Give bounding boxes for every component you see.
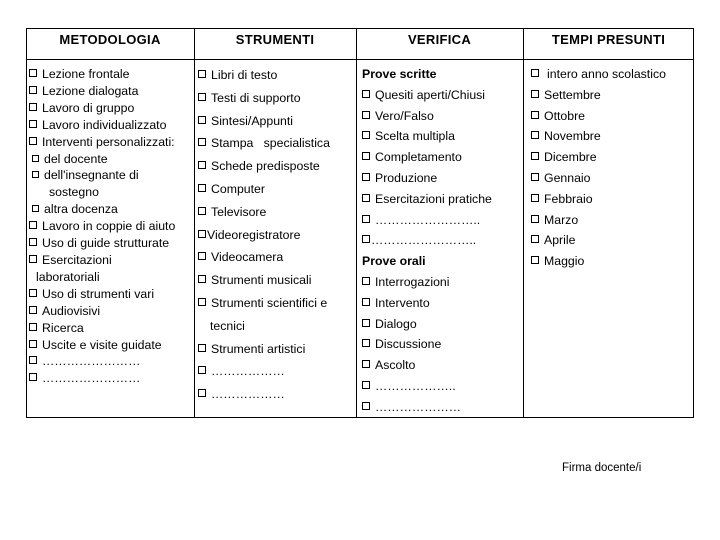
metodologia-item: Lavoro individualizzato xyxy=(29,117,193,134)
metodologia-subitem: altra docenza xyxy=(29,201,193,218)
strumenti-item: Videoregistratore xyxy=(198,224,356,247)
tempi-item: Aprile xyxy=(531,230,693,251)
checkbox-icon xyxy=(32,171,39,178)
checkbox-icon xyxy=(531,215,539,223)
checkbox-icon xyxy=(362,152,370,160)
metodologia-item: Esercitazioni xyxy=(29,252,193,269)
checkbox-icon xyxy=(362,319,370,327)
verifica-item: …………………….. xyxy=(362,230,522,251)
column-divider xyxy=(356,28,357,418)
tempi-item: Novembre xyxy=(531,126,693,147)
metodologia-column xyxy=(29,66,193,387)
metodologia-item: Lezione frontale xyxy=(29,66,193,83)
tempi-item: Settembre xyxy=(531,85,693,106)
strumenti-item: Televisore xyxy=(198,201,356,224)
checkbox-icon xyxy=(198,161,206,169)
checkbox-icon xyxy=(531,194,539,202)
tempi-item: Dicembre xyxy=(531,147,693,168)
strumenti-item: ……………… xyxy=(198,360,356,383)
prove-orali-heading: Prove orali xyxy=(362,254,426,269)
checkbox-icon xyxy=(362,339,370,347)
tempi-item: Febbraio xyxy=(531,189,693,210)
checkbox-icon xyxy=(29,306,37,314)
checkbox-icon xyxy=(531,111,539,119)
checkbox-icon xyxy=(198,252,206,260)
tempi-item: intero anno scolastico xyxy=(531,64,693,85)
metodologia-continuation: sostegno xyxy=(49,185,99,200)
checkbox-icon xyxy=(531,131,539,139)
tempi-item: Maggio xyxy=(531,251,693,272)
tempi-item: Gennaio xyxy=(531,168,693,189)
checkbox-icon xyxy=(29,289,37,297)
checkbox-icon xyxy=(29,255,37,263)
checkbox-icon xyxy=(32,155,39,162)
checkbox-icon xyxy=(198,70,206,78)
header-strumenti: STRUMENTI xyxy=(235,32,315,47)
metodologia-item: Interventi personalizzati: xyxy=(29,134,193,151)
strumenti-item: Strumenti scientifici e xyxy=(198,292,356,315)
checkbox-icon xyxy=(198,184,206,192)
verifica-item: Scelta multipla xyxy=(362,126,522,147)
checkbox-icon xyxy=(29,69,37,77)
checkbox-icon xyxy=(29,120,37,128)
verifica-item: Quesiti aperti/Chiusi xyxy=(362,85,522,106)
metodologia-item: Uscite e visite guidate xyxy=(29,337,193,354)
checkbox-icon xyxy=(29,238,37,246)
strumenti-item: Schede predisposte xyxy=(198,155,356,178)
checkbox-icon xyxy=(531,256,539,264)
checkbox-icon xyxy=(531,90,539,98)
checkbox-icon xyxy=(362,277,370,285)
strumenti-item: Sintesi/Appunti xyxy=(198,110,356,133)
verifica-item: ……………….. xyxy=(362,376,522,397)
checkbox-icon xyxy=(362,194,370,202)
checkbox-icon xyxy=(29,137,37,145)
checkbox-icon xyxy=(198,116,206,124)
strumenti-item: Stampa specialistica xyxy=(198,132,356,155)
strumenti-item: Libri di testo xyxy=(198,64,356,87)
strumenti-item: Videocamera xyxy=(198,246,356,269)
checkbox-icon xyxy=(362,298,370,306)
checkbox-icon xyxy=(362,90,370,98)
checkbox-icon xyxy=(29,340,37,348)
strumenti-item: Computer xyxy=(198,178,356,201)
checkbox-icon xyxy=(198,389,206,397)
checkbox-icon xyxy=(362,215,370,223)
checkbox-icon xyxy=(32,205,39,212)
checkbox-icon xyxy=(198,344,206,352)
metodologia-continuation: laboratoriali xyxy=(36,269,100,284)
verifica-item: Interrogazioni xyxy=(362,272,522,293)
strumenti-column xyxy=(198,64,356,406)
metodologia-item: Lezione dialogata xyxy=(29,83,193,100)
metodologia-item: Lavoro di gruppo xyxy=(29,100,193,117)
checkbox-icon xyxy=(531,69,539,77)
metodologia-subitem: del docente xyxy=(29,151,193,168)
metodologia-item: Ricerca xyxy=(29,320,193,337)
metodologia-item: …………………… xyxy=(29,370,193,387)
checkbox-icon xyxy=(362,173,370,181)
checkbox-icon xyxy=(362,381,370,389)
verifica-item: Dialogo xyxy=(362,314,522,335)
checkbox-icon xyxy=(362,131,370,139)
checkbox-icon xyxy=(198,138,206,146)
metodologia-subitem: dell'insegnante di xyxy=(29,167,193,184)
checkbox-icon xyxy=(29,221,37,229)
tempi-item: Marzo xyxy=(531,210,693,231)
checkbox-icon xyxy=(198,298,206,306)
checkbox-icon xyxy=(362,360,370,368)
header-tempi-presunti: TEMPI PRESUNTI xyxy=(551,32,666,47)
strumenti-item: ……………… xyxy=(198,383,356,406)
verifica-item: Ascolto xyxy=(362,355,522,376)
prove-scritte-heading: Prove scritte xyxy=(362,67,437,81)
checkbox-icon xyxy=(198,93,206,101)
checkbox-icon xyxy=(362,402,370,410)
teacher-signature-label: Firma docente/i xyxy=(562,462,642,474)
tempi-column xyxy=(531,64,693,272)
metodologia-item: Uso di guide strutturate xyxy=(29,235,193,252)
header-metodologia: METODOLOGIA xyxy=(59,32,161,47)
tempi-item: Ottobre xyxy=(531,106,693,127)
verifica-item: ………………… xyxy=(362,397,522,418)
checkbox-icon xyxy=(29,356,37,364)
checkbox-icon xyxy=(198,230,206,238)
checkbox-icon xyxy=(29,373,37,381)
header-verifica: VERIFICA xyxy=(407,32,472,47)
checkbox-icon xyxy=(198,207,206,215)
strumenti-continuation: tecnici xyxy=(210,318,245,333)
checkbox-icon xyxy=(362,235,370,243)
checkbox-icon xyxy=(531,235,539,243)
checkbox-icon xyxy=(531,152,539,160)
checkbox-icon xyxy=(198,275,206,283)
verifica-item: Esercitazioni pratiche xyxy=(362,189,522,210)
checkbox-icon xyxy=(29,86,37,94)
metodologia-item: Lavoro in coppie di aiuto xyxy=(29,218,193,235)
checkbox-icon xyxy=(29,323,37,331)
metodologia-item: Uso di strumenti vari xyxy=(29,286,193,303)
checkbox-icon xyxy=(362,111,370,119)
verifica-item: Intervento xyxy=(362,293,522,314)
verifica-item: Completamento xyxy=(362,147,522,168)
strumenti-item: Strumenti musicali xyxy=(198,269,356,292)
strumenti-item: Testi di supporto xyxy=(198,87,356,110)
verifica-item: Vero/Falso xyxy=(362,106,522,127)
verifica-item: Discussione xyxy=(362,334,522,355)
checkbox-icon xyxy=(29,103,37,111)
metodologia-item: Audiovisivi xyxy=(29,303,193,320)
verifica-column xyxy=(362,64,522,418)
checkbox-icon xyxy=(531,173,539,181)
strumenti-item: Strumenti artistici xyxy=(198,338,356,361)
column-divider xyxy=(523,28,524,418)
column-divider xyxy=(194,28,195,418)
metodologia-item: …………………… xyxy=(29,353,193,370)
checkbox-icon xyxy=(198,366,206,374)
header-divider xyxy=(26,59,694,60)
verifica-item: …………………….. xyxy=(362,210,522,231)
verifica-item: Produzione xyxy=(362,168,522,189)
